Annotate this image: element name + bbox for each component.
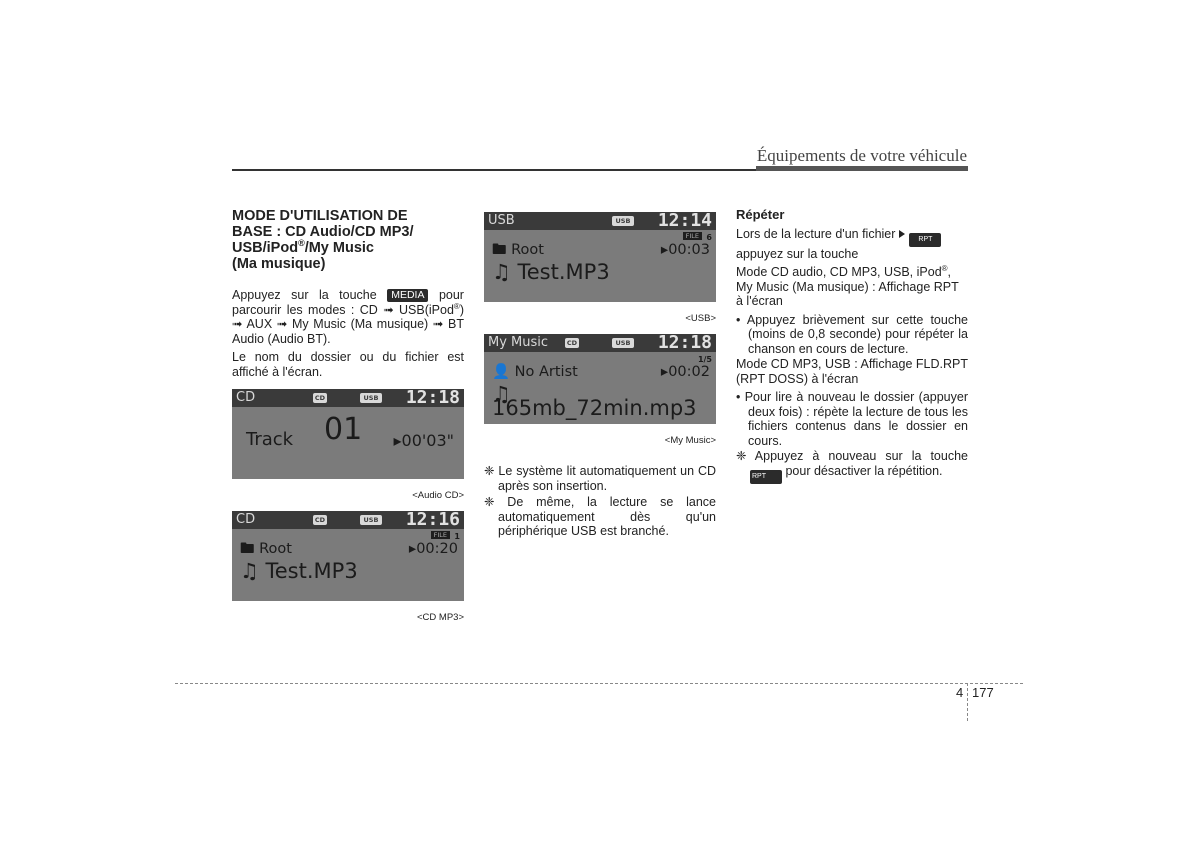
lcd-cd-mp3 [232, 511, 464, 601]
caption-my-music: <My Music> [664, 434, 716, 446]
play-icon [899, 230, 905, 238]
section-title [232, 208, 464, 272]
song-name: ♫ Test.MP3 [492, 260, 610, 284]
file-badge: FILE [431, 531, 450, 539]
media-key: MEDIA [387, 289, 428, 302]
page-number: 177 [972, 685, 994, 700]
footer-divider [175, 683, 1023, 684]
registered-mark: ® [453, 301, 460, 311]
track-number: 01 [324, 412, 363, 447]
text: pour désactiver la répétition. [785, 463, 943, 478]
text: Appuyez sur la touche [232, 288, 377, 302]
file-number: 1 [454, 531, 460, 541]
paragraph-filename: Le nom du dossier ou du fichier est affiché à l'écran. [232, 350, 464, 379]
header-rule-accent [756, 166, 968, 171]
text: ) ➟ AUX ➟ My Music (Ma musique) ➟ BT Audio (Audio BT). [232, 302, 464, 346]
bullet-repeat-song: • Appuyez brièvement sur cette touche (moins de 0,8 seconde) pour répéter la chanson en cours de lecture. [736, 312, 968, 356]
track-count: 1/5 [697, 354, 712, 364]
lcd-mode: CD [236, 390, 256, 405]
cd-badge: CD [314, 515, 326, 524]
cd-badge: CD [314, 394, 326, 402]
repeat-title: Répéter [736, 207, 785, 222]
song-name: ♫ Test.MP3 [240, 558, 358, 583]
lcd-clock: 12:14 [657, 212, 712, 231]
column-3 [736, 208, 968, 486]
track-label: Track [246, 429, 294, 450]
caption-usb: <USB> [685, 313, 716, 324]
title-line: USB/iPod [232, 240, 299, 256]
play-time: ▸00:20 [408, 540, 458, 557]
rpt-key: RPT [909, 233, 941, 247]
paragraph-rpt-key [736, 227, 968, 262]
file-badge: FILE [683, 232, 702, 240]
text: ❈ Appuyez à nouveau sur la touche [736, 449, 968, 463]
lcd-clock: 12:16 [405, 510, 460, 530]
play-time: ▸00:03 [660, 242, 710, 258]
paragraph-fld-rpt: Mode CD MP3, USB : Affichage FLD.RPT (RPT DOSS) à l'écran [736, 357, 968, 386]
title-line: MODE D'UTILISATION DE [232, 208, 408, 224]
usb-badge: USB [612, 338, 634, 348]
lcd-my-music [484, 334, 716, 424]
folder-name: 🖿 Root [492, 242, 544, 258]
text: Mode CD audio, CD MP3, USB, iPod [736, 265, 942, 279]
bullet-repeat-folder: • Pour lire à nouveau le dossier (appuyer deux fois) : répète la lecture de tous les fichiers contenus dans le dossier en cours. [736, 390, 968, 448]
footer-vertical-divider [967, 683, 968, 721]
title-line: (Ma musique) [232, 256, 326, 272]
file-number: 6 [706, 233, 712, 242]
text: Lors de la lecture d'un fichier [736, 226, 896, 241]
note-deactivate [736, 449, 968, 484]
lcd-usb [484, 212, 716, 302]
text: pour parcourir les modes : CD ➟ USB(iPod [232, 288, 464, 317]
chapter-number: 4 [956, 685, 964, 700]
page-header-title: Équipements de votre véhicule [756, 146, 967, 165]
registered-mark: ® [298, 238, 305, 249]
artist-name: 👤 No Artist [492, 363, 578, 380]
paragraph-media [232, 288, 464, 346]
lcd-audio-cd [232, 389, 464, 479]
caption-audio-cd: <Audio CD> [412, 490, 464, 501]
note-auto-usb: ❈ De même, la lecture se lance automatiquement dès qu'un périphérique USB est branché. [484, 495, 716, 538]
text: appuyez sur la touche [736, 246, 859, 261]
column-2 [484, 212, 716, 541]
lcd-mode: CD [236, 511, 256, 527]
title-line: /My Music [304, 240, 374, 256]
cd-badge: CD [566, 338, 578, 347]
folder-name: 🖿 Root [240, 540, 292, 557]
rpt-key: RPT [750, 470, 782, 484]
caption-cd-mp3: <CD MP3> [417, 611, 464, 623]
lcd-mode: USB [488, 213, 515, 228]
usb-badge: USB [612, 216, 634, 226]
text: , My Music (Ma musique) : Affichage RPT à l'écran [736, 265, 959, 308]
lcd-clock: 12:18 [405, 389, 460, 408]
track-time: ▸00'03" [393, 431, 454, 450]
note-auto-cd: ❈ Le système lit automatiquement un CD après son insertion. [484, 464, 716, 493]
usb-badge: USB [360, 515, 382, 525]
title-line: BASE : CD Audio/CD MP3/ [232, 224, 414, 240]
lcd-mode: My Music [488, 334, 549, 350]
usb-badge: USB [360, 393, 382, 403]
lcd-clock: 12:18 [657, 333, 712, 353]
play-time: ▸00:02 [660, 363, 710, 380]
column-1 [232, 208, 464, 632]
song-name: ♫ 165mb_72min.mp3 [492, 381, 697, 420]
paragraph-rpt-mode [736, 265, 968, 309]
registered-mark: ® [941, 263, 948, 273]
